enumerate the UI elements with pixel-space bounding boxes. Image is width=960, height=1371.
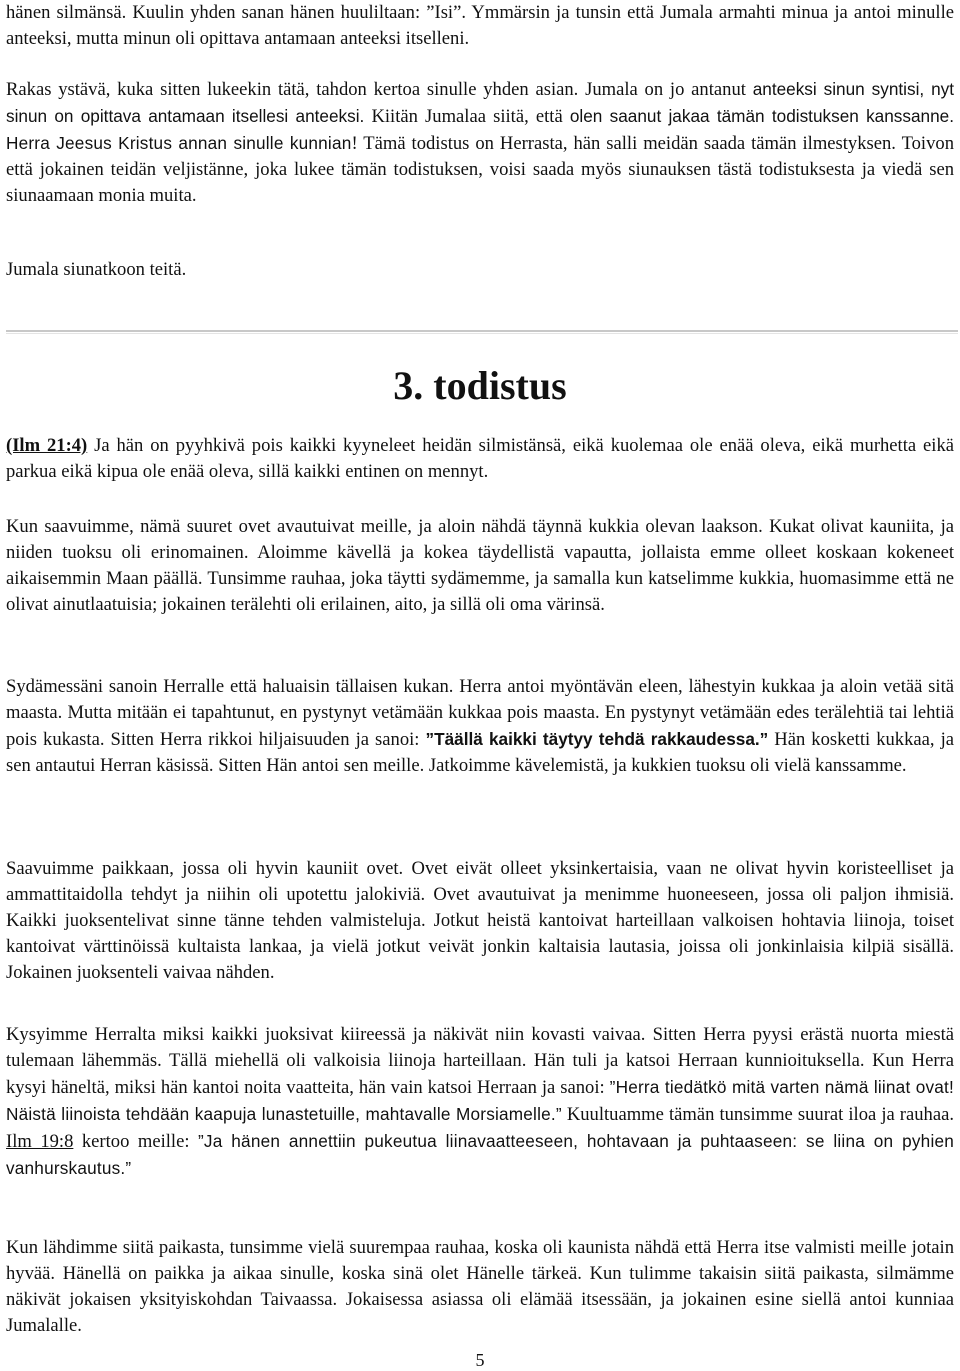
paragraph-blessing: Jumala siunatkoon teitä. (6, 259, 187, 280)
p8-c: kertoo meille: (73, 1131, 198, 1152)
paragraph-leaving: Kun lähdimme siitä paikasta, tunsimme vielä suurempaa rauhaa, koska oli kaunista nähdä että Herra itse valmisti meille jotain hyvää. Hänellä on paikka ja aikaa sinulle, koska sinä olet Hänelle tärkeä. Kun tulimme takaisin siitä paikasta, silmämme näkivät jokaisen yksityiskohdan Taivaassa. Jokaisessa asiassa oli elämää itsessään, ja jokainen esine siellä antoi kunniaa Jumalalle. (6, 1237, 954, 1336)
p2-c: anteeksi sinun syntisi, nyt sinun on opittava antamaan itsellesi anteeksi. (6, 79, 954, 126)
p2-a: Rakas ystävä, kuka sitten lukeekin tätä, tahdon kertoa sinulle yhden asian. (6, 79, 579, 100)
p6-b: Hän kosketti kukkaa, ja sen antautui Herran käsissä. Sitten Hän antoi sen meille. Jatkoimme kävelemistä, ja kukkien tuoksu oli vielä kanssamme. (6, 729, 954, 776)
section-heading: 3. todistus (393, 363, 567, 408)
p6-a: Sydämessäni sanoin Herralle että haluaisin tällaisen kukan. Herra antoi myöntävän eleen, lähestyin kukkaa ja aloin vetää sitä maasta. Mutta mitään ei tapahtunut, en pystynyt vetämään kukkaa pois maasta. En pystynyt vetämään edes terälehtiä tai lehtiä pois kukasta. Sitten Herra rikkoi hiljaisuuden ja sanoi: (6, 676, 954, 750)
p8-b: Kuultuamme tämän tunsimme suurat iloa ja rauhaa. (561, 1104, 955, 1125)
p2-g: ! Tämä todistus on Herrasta, hän salli meidän saada tämän ilmestyksen. (351, 133, 896, 154)
paragraph-2 (6, 76, 954, 209)
p2-f: Herra Jeesus Kristus annan sinulle kunnian (6, 133, 352, 153)
p2-h: Toivon että jokainen teidän veljistänne, joka lukee tämän todistuksen, voisi saada myös siunauksen tästä todistuksesta ja viedä sen siunaamaan monia muita. (6, 133, 954, 206)
scripture-text: Ja hän on pyyhkivä pois kaikki kyyneleet heidän silmistänsä, eikä kuolemaa ole enää oleva, eikä murhetta eikä parkua eikä kipua ole enää oleva, sillä kaikki entinen on mennyt. (6, 435, 954, 482)
scripture-reference-link[interactable]: (Ilm 21:4) (6, 435, 88, 456)
p2-e: olen saanut jakaa tämän todistuksen kanssanne. (569, 106, 954, 126)
p6-quote: ”Täällä kaikki täytyy tehdä rakkaudessa.” (425, 729, 769, 749)
p2-b: Jumala on jo antanut (578, 79, 753, 100)
p8-a: Kysyimme Herralta miksi kaikki juoksivat kiireessä ja näkivät niin kovasti vaivaa. Sitten Herra pyysi erästä nuorta miestä tulemaan lähemmäs. Tällä miehellä oli valkoisia liinoja harteillaan. Hän tuli ja katsoi Herraan kunnioituksella. Kun Herra kysyi häneltä, miksi hän kantoi noita vaatteita, hän vain katsoi Herraan ja sanoi: (6, 1024, 954, 1098)
p2-d: Kiitän Jumalaa siitä, että (364, 106, 570, 127)
paragraph-1: hänen silmänsä. Kuulin yhden sanan hänen huuliltaan: ”Isi”. Ymmärsin ja tunsin että Jumala armahti minua ja antoi minulle anteeksi, mutta minun oli opittava antamaan anteeksi itselleni. (6, 2, 954, 49)
section-divider (6, 330, 958, 334)
paragraph-valley: Kun saavuimme, nämä suuret ovet avautuivat meille, ja aloin nähdä täynnä kukkia olevan laakson. Kukat olivat kauniita, ja niiden tuoksu oli erinomainen. Aloimme kävellä ja kokea täydellistä vapautta, jollaista emme olleet koskaan kokeneet aikaisemmin Maan päällä. Tunsimme rauhaa, joka täytti sydämemme, ja samalla kun katselimme kukkia, huomasimme että ne olivat ainutlaatuisia; jokainen terälehti oli erilainen, aito, ja sillä oli oma värinsä. (6, 516, 954, 615)
page-number: 5 (475, 1350, 485, 1370)
paragraph-linens (6, 1022, 954, 1182)
paragraph-doors: Saavuimme paikkaan, jossa oli hyvin kauniit ovet. Ovet eivät olleet yksinkertaisia, vaan ne olivat hyvin koristeelliset ja ammattitaidolla tehdyt ja niihin oli upotettu jalokiviä. Ovet avautuivat ja menimme huoneeseen, jossa oli paljon ihmisiä. Kaikki juoksentelivat sinne tänne tehden valmisteluja. Jotkut heistä kantoivat harteillaan valkoisen hohtavia liinoja, toiset kantoivat värttinöissä kultaista lankaa, ja vielä jotkut veivät jonkin kaltaisia lautasia, joissa oli jonkinlaisia kilpiä sisällä. Jokainen juoksenteli vaivaa nähden. (6, 858, 954, 983)
paragraph-flower (6, 674, 954, 779)
scripture-paragraph (6, 433, 954, 485)
p8-quote1: ”Herra tiedätkö mitä varten nämä liinat ovat! Näistä liinoista tehdään kaapuja lunastetuille, mahtavalle Morsiamelle.” (6, 1077, 954, 1124)
scripture-reference-link-2[interactable]: Ilm 19:8 (6, 1131, 74, 1152)
p8-quote2: ”Ja hänen annettiin pukeutua liinavaatteeseen, hohtavaan ja puhtaaseen: se liina on pyhien vanhurskautus.” (6, 1131, 954, 1178)
